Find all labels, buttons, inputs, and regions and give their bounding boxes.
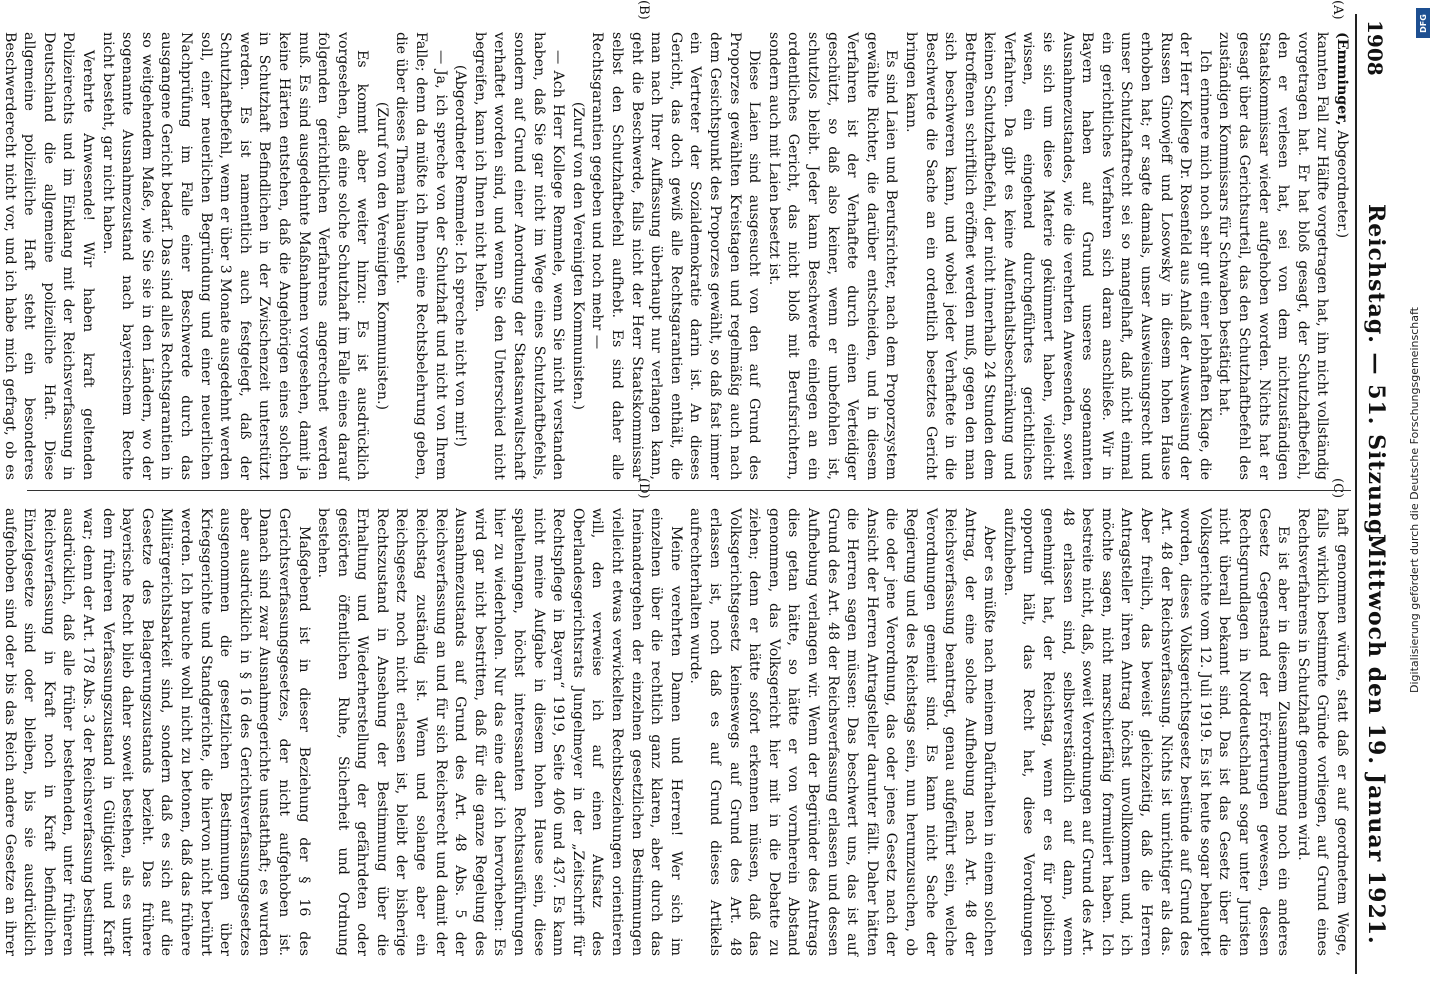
speaker-name: (Emminger, xyxy=(1334,32,1350,126)
paragraph: Es sind Laien und Berufsrichter, nach dem Proporzsystem gewählte Richter, die darüber entscheiden, und in diesem Verfahren ist der Verhaftete durch einen Verteidiger geschützt, so daß also keiner, wenn er unbefohlen ist, schutzlos bleibt. Jeder kann Beschwerde einlegen an ein ordentliches Gericht, das nicht bloß mit Berufsrichtern, sondern auch mit Laien besetzt ist. xyxy=(765,32,900,480)
paragraph: Meine verehrten Damen und Herren! Wer sich im einzelnen über die rechtlich ganz klaren, aber durch das Ineinandergehen der einzelnen gesetzlichen Bestimmungen vielleicht etwas verwickelten Rechtsbeziehungen orientieren will, den verweise ich auf einen Aufsatz des Oberlandesgerichtsrats Jungelmeyer in der „Zeitschrift für Rechtspflege in Bayern“ 1919, Seite 406 und 437. Es kann nicht meine Aufgabe in diesem hohen Hause sein, diese spaltenlangen, höchst interessanten Rechtsausführungen hier zu wiederholen. Nur das eine darf ich hervorheben: Es wird gar nicht bestritten, daß für die ganze Regelung des Ausnahmezustands auf Grund des Art. 48 Abs. 5 der Reichsverfassung an und für sich Reichsrecht und damit der Reichstag zuständig ist. Wenn und solange aber ein Reichsgesetz noch nicht erlassen ist, bleibt der bisherige Rechtszustand in Ansehung der Bestimmung über die Erhaltung und Wiederherstellung der gefährdeten oder gestörten öffentlichen Ruhe, Sicherheit und Ordnung bestehen. xyxy=(315,508,684,956)
paragraph: Verehrte Anwesende! Wir haben kraft geltenden Polizeirechts und im Einklang mit der Reichsverfassung in Deutschland die allgemeine polizeiliche Haft. Diese allgemeine polizeiliche Haft steht ein besonderes Beschwerderecht nicht vor, und ich habe mich gefragt, ob es xyxy=(1,32,96,480)
right-column xyxy=(1,508,1351,956)
page-number: 1908 xyxy=(1363,20,1387,76)
paragraph: Ich erinnere mich noch sehr gut einer lebhaften Klage, die der Herr Kollege Dr. Rosenfeld aus Anlaß der Ausweisung der Russen Ginowjeff und Losowsky in diesem hohen Hause erhoben hat; er sagte damals, unser Ausweisungsrecht und unser Schutzhaftrecht sei so mangelhaft, daß nicht einmal ein gerichtliches Verfahren sich daran anschließe. Wir in Bayern haben auf Grund unseres sogenannten Ausnahmezustandes, wie die verehrten Anwesenden, soweit sie sich um diese Materie gekümmert haben, vielleicht wissen, ein eingehend durchgeführtes gerichtliches Verfahren. Da gibt es keine Aufenthaltsbeschränkung und keinen Schutzhaftbefehl, der nicht innerhalb 24 Stunden dem Betroffenen schriftlich eröffnet werden muß, gegen den man sich beschweren kann, und wobei jeder Verhaftete in die Beschwerde die Sache an ein ordentlich besetztes Gericht bringen kann. xyxy=(902,32,1213,480)
margin-marker-a: (A) xyxy=(1330,0,1345,20)
interjection: (Abgeordneter Remmele: Ich spreche nicht von mir!) xyxy=(452,64,469,448)
paragraph: Maßgebend ist in dieser Beziehung der § 16 des Gerichtsverfassungsgesetzes, der nicht aufgehoben ist. Danach sind zwar Ausnahmegerichte unstatthaft; es wurden aber ausdrücklich in § 16 des Gerichtsverfassungsgesetzes ausgenommen die gesetzlichen Bestimmungen über Kriegsgerichte und Standgerichte, die hiervon nicht berührt werden. Ich brauche wohl nicht zu betonen, daß das frühere Militärgerichtsbarkeit sind, sondern daß es sich auf die Gesetze des Belagerungszustands bezieht. Das frühere bayerische Recht blieb daher soweit bestehen, als es unter dem früheren Verfassungszustand in Gültigkeit und Kraft war; denn der Art. 178 Abs. 3 der Reichsverfassung bestimmt ausdrücklich, daß alle früher bestehenden, unter früheren Reichsverfassung in Kraft noch in Kraft befindlichen Einzelgesetze sind oder bleiben, bis sie ausdrücklich aufgehoben sind oder bis das Reich andere Gesetze an ihrer xyxy=(1,508,312,956)
left-column xyxy=(1,32,1351,480)
interjection: (Zuruf von den Vereinigten Kommunisten.) xyxy=(569,101,586,411)
digitization-note: Digitalisierung gefördert durch die Deutsche Forschungsgemeinschaft xyxy=(1408,307,1421,693)
margin-marker-d: (D) xyxy=(636,478,651,499)
paragraph: Aber es müßte nach meinem Dafürhalten in einem solchen Antrag, der eine solche Aufhebung nach Art. 48 der Reichsverfassung beantragt, genau aufgeführt sein, welche Verordnungen gemeint sind. Es kann nicht Sache der Regierung und des Reichstags sein, nun herumzusuchen, ob die oder jene Verordnung, das oder jenes Gesetz nach der Ansicht der Herren Antragsteller darunter fällt. Daher hätten die Herren sagen müssen: Das beschwert uns, das ist auf Grund des Art. 48 der Reichsverfassung erlassen und dessen Aufhebung verlangen wir. Wenn der Begründer des Antrags dies getan hätte, so hätte er von vornherein Abstand genommen, das Volksgericht hier mit in die Debatte zu ziehen; denn er hätte sofort erkennen müssen, daß das Volksgerichtsgesetz keineswegs auf Grund des Art. 48 erlassen ist, noch daß es auf Grund dieses Artikels aufrechterhalten wurde. xyxy=(687,508,998,956)
paragraph: Es kommt aber weiter hinzu: Es ist ausdrücklich vorgesehen, daß eine solche Schutzhaft im Falle eines darauf folgenden gerichtlichen Verfahrens angerechnet werden muß. Es sind ausgedehnte Maßnahmen vorgesehen, damit ja keine Härten entstehen, daß die Angehörigen eines solchen in Schutzhaft Befindlichen in der Zwischenzeit unterstützt werden. Es ist namentlich auch festgelegt, daß der Schutzhaftbefehl, wenn er über 3 Monate ausgedehnt werden soll, einer neuerlichen Begründung und einer neuerlichen Nachprüfung im Falle einer Beschwerde durch das ausgangene Gericht bedarf. Das sind alles Rechtsgarantien in so weitgehendem Maße, wie Sie sie in den Ländern, wo der sogenannte Ausnahmezustand nach bayerischem Rechte nicht besteht, gar nicht haben. xyxy=(99,32,371,480)
dfg-logo-text: DFG xyxy=(1418,13,1428,33)
text-columns xyxy=(1,0,1351,974)
margin-marker-b: (B) xyxy=(636,0,651,20)
speaker-role: Abgeordneter.) xyxy=(1334,130,1350,239)
session-title: Reichstag. — 51. Sitzung. xyxy=(1363,204,1389,545)
paragraph: — Ach Herr Kollege Remmele, wenn Sie nicht verstanden haben, daß Sie gar nicht im Wege eines Schutzhaftbefehls, sondern auf Grund einer Anordnung der Staatsanwaltschaft verhaftet worden sind, und wenn Sie den Unterschied nicht begreifen, kann ich Ihnen nicht helfen. xyxy=(471,32,567,480)
session-date: Mittwoch den 19. Januar 1921. xyxy=(1363,534,1389,945)
page-header xyxy=(1355,14,1397,974)
interjection: (Zuruf von den Vereinigten Kommunisten.) xyxy=(373,101,390,411)
scanned-page xyxy=(1,0,1397,974)
paragraph: kannten Fall zur Hälfte vorgetragen hat, ihn nicht vollständig vorgetragen hat. Er hat bloß gesagt, der Schutzhaftbefehl, den er verlesen hat, sei von dem nichtzuständigen Staatskommissar wieder aufgehoben worden. Nichts hat er gesagt über das Gerichtsurteil, das den Schutzhaftbefehl des zuständigen Kommissars für Schwaben bestätigt hat. xyxy=(1216,32,1331,480)
margin-marker-c: (C) xyxy=(1330,478,1345,499)
paragraph: haft genommen würde, statt daß er auf geordnetem Wege, falls wirklich bestimmte Gründe vorliegen, auf Grund eines Rechtsverfahrens in Schutzhaft genommen wird. xyxy=(1294,508,1350,956)
column-divider xyxy=(27,490,1351,491)
paragraph: — Ja, ich spreche von der Schutzhaft und nicht von Ihrem Falle; denn da müßte ich Ihnen eine Rechtsbelehrung geben, die über dieses Thema hinausgeht. xyxy=(393,32,449,480)
dfg-logo xyxy=(1416,8,1430,38)
paragraph: Diese Laien sind ausgesucht von den auf Grund des Proporzes gewählten Kreistagen und regelmäßig auch nach dem Gesichtspunkt des Proporzes gewählt, so daß fast immer ein Vertreter der Sozialdemokratie darin ist. An dieses Gericht, das doch gewiß alle Rechtsgarantien enthält, die man nach Ihrer Auffassung überhaupt nur verlangen kann, geht die Beschwerde, falls nicht der Herr Staatskommissar selbst den Schutzhaftbefehl aufhebt. Es sind daher alle Rechtsgarantien gegeben und noch mehr — xyxy=(589,32,763,480)
paragraph: Es ist aber in diesem Zusammenhang noch ein anderes Gesetz Gegenstand der Erörterungen gewesen, dessen Rechtsgrundlagen in Norddeutschland sogar unter Juristen nicht überall bekannt sind. Das ist das Gesetz über die Volksgerichte vom 12. Juli 1919. Es ist heute sogar behauptet worden, dieses Volksgerichtsgesetz bestünde auf Grund des Art. 48 der Reichsverfassung. Nichts ist unrichtiger als das. Aber freilich, das beweist gleichzeitig, daß die Herren Antragsteller ihren Antrag höchst unvollkommen und, ich möchte sagen, nicht marschierfähig formuliert haben. Ich bestreite nicht, daß, soweit Verordnungen auf Grund des Art. 48 erlassen sind, selbstverständlich auf dann, wenn genehmigt hat, der Reichstag, wenn er es für politisch opportun hält, das Recht hat, diese Verordnungen aufzuheben. xyxy=(1000,508,1292,956)
speaker-line xyxy=(1331,32,1351,480)
